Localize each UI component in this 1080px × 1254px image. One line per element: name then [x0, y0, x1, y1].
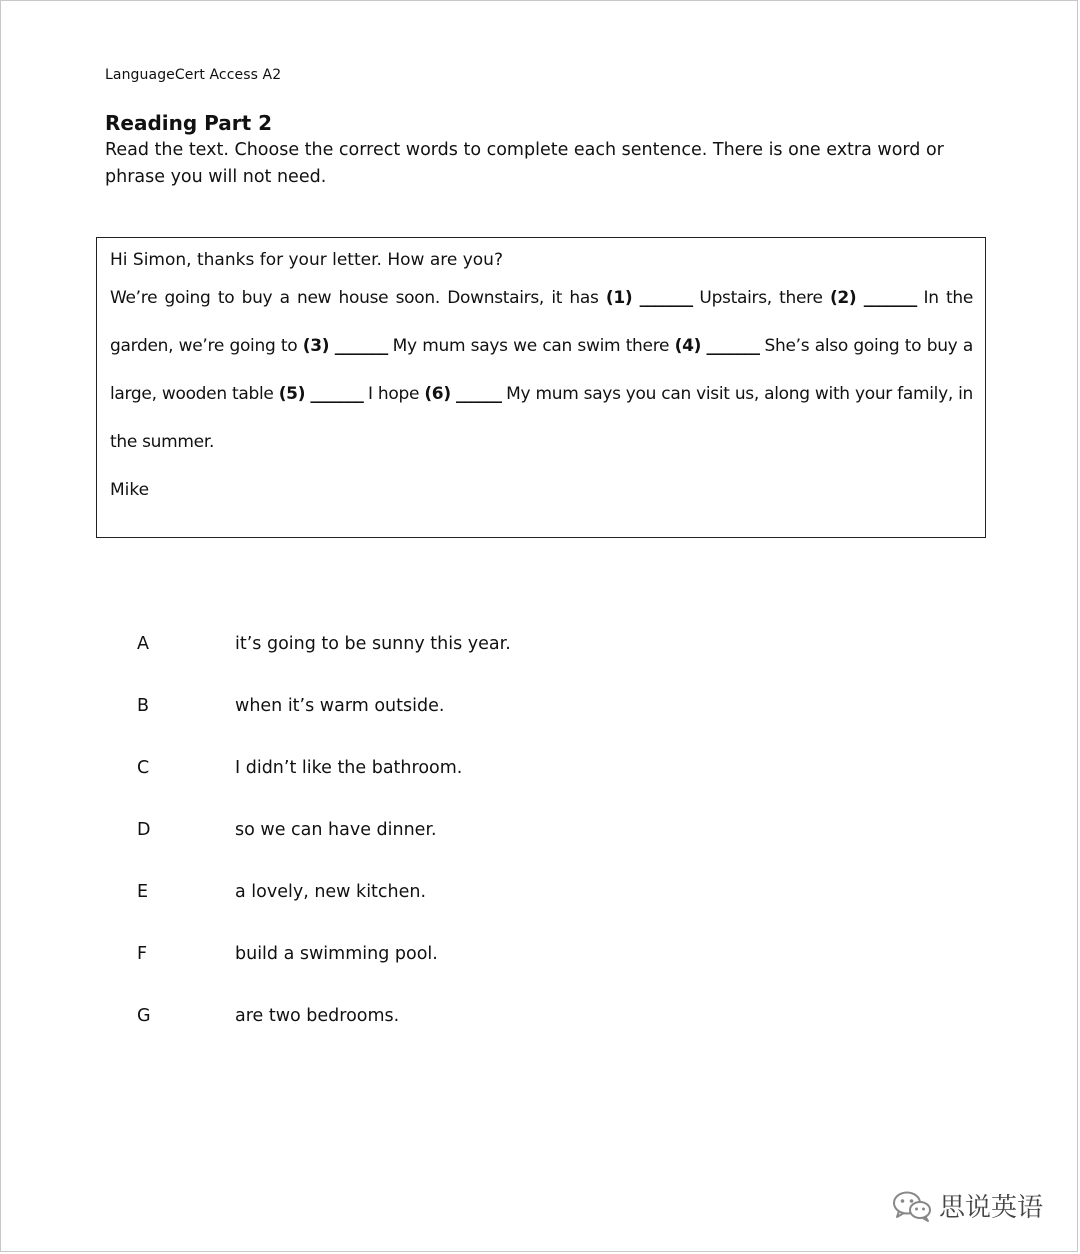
- option-b[interactable]: [137, 675, 511, 737]
- exam-label: LanguageCert Access A2: [105, 67, 282, 83]
- instructions: Read the text. Choose the correct words to complete each sentence. There is one extra word or phrase you will not need.: [105, 140, 944, 187]
- gap-number-4: (4): [674, 336, 702, 356]
- gap-number-1: (1): [605, 288, 633, 308]
- body-text: Upstairs, there: [692, 288, 830, 308]
- gap-number-2: (2): [829, 288, 857, 308]
- wechat-icon: [891, 1189, 933, 1223]
- option-d[interactable]: [137, 799, 511, 861]
- option-g[interactable]: [137, 985, 511, 1047]
- letter-body: [110, 274, 973, 466]
- option-letter: D: [137, 820, 151, 840]
- gap-blank-4[interactable]: _______: [706, 336, 760, 356]
- gap-blank-6[interactable]: ______: [455, 384, 501, 404]
- answer-options: [137, 613, 511, 1047]
- letter-box: [96, 237, 986, 538]
- gap-blank-2[interactable]: _______: [863, 288, 917, 308]
- body-text: My mum says you can visit us, along with your family, in the summer.: [110, 384, 974, 452]
- body-text: In the garden, we’re going to: [110, 288, 973, 356]
- option-letter: C: [137, 758, 150, 778]
- gap-blank-3[interactable]: _______: [334, 336, 388, 356]
- gap-blank-1[interactable]: _______: [639, 288, 693, 308]
- option-e[interactable]: [137, 861, 511, 923]
- body-text: We’re going to buy a new house soon. Downstairs, it has: [110, 288, 606, 308]
- option-text: I didn’t like the bathroom.: [235, 758, 463, 778]
- letter-signature: Mike: [110, 480, 150, 500]
- gap-blank-5[interactable]: _______: [310, 384, 363, 404]
- watermark-text: 思说英语: [939, 1193, 1044, 1223]
- watermark: [891, 1187, 1043, 1224]
- option-letter: B: [137, 696, 150, 716]
- letter-greeting: Hi Simon, thanks for your letter. How are you?: [110, 250, 503, 270]
- body-text: I hope: [362, 384, 425, 404]
- option-a[interactable]: [137, 613, 511, 675]
- option-letter: G: [137, 1006, 151, 1026]
- gap-number-3: (3): [302, 336, 330, 356]
- option-text: a lovely, new kitchen.: [235, 882, 427, 902]
- option-text: so we can have dinner.: [235, 820, 437, 840]
- option-text: build a swimming pool.: [235, 944, 438, 964]
- option-text: when it’s warm outside.: [235, 696, 445, 716]
- option-letter: E: [137, 882, 149, 902]
- body-text: My mum says we can swim there: [387, 336, 675, 356]
- option-c[interactable]: [137, 737, 511, 799]
- option-letter: F: [137, 944, 148, 964]
- section-title: Reading Part 2: [105, 111, 273, 135]
- option-text: it’s going to be sunny this year.: [235, 634, 511, 654]
- gap-number-5: (5): [278, 384, 306, 404]
- option-f[interactable]: [137, 923, 511, 985]
- gap-number-6: (6): [424, 384, 451, 404]
- option-letter: A: [137, 634, 149, 654]
- option-text: are two bedrooms.: [235, 1006, 400, 1026]
- body-text: She’s also going to buy a large, wooden table: [110, 336, 973, 404]
